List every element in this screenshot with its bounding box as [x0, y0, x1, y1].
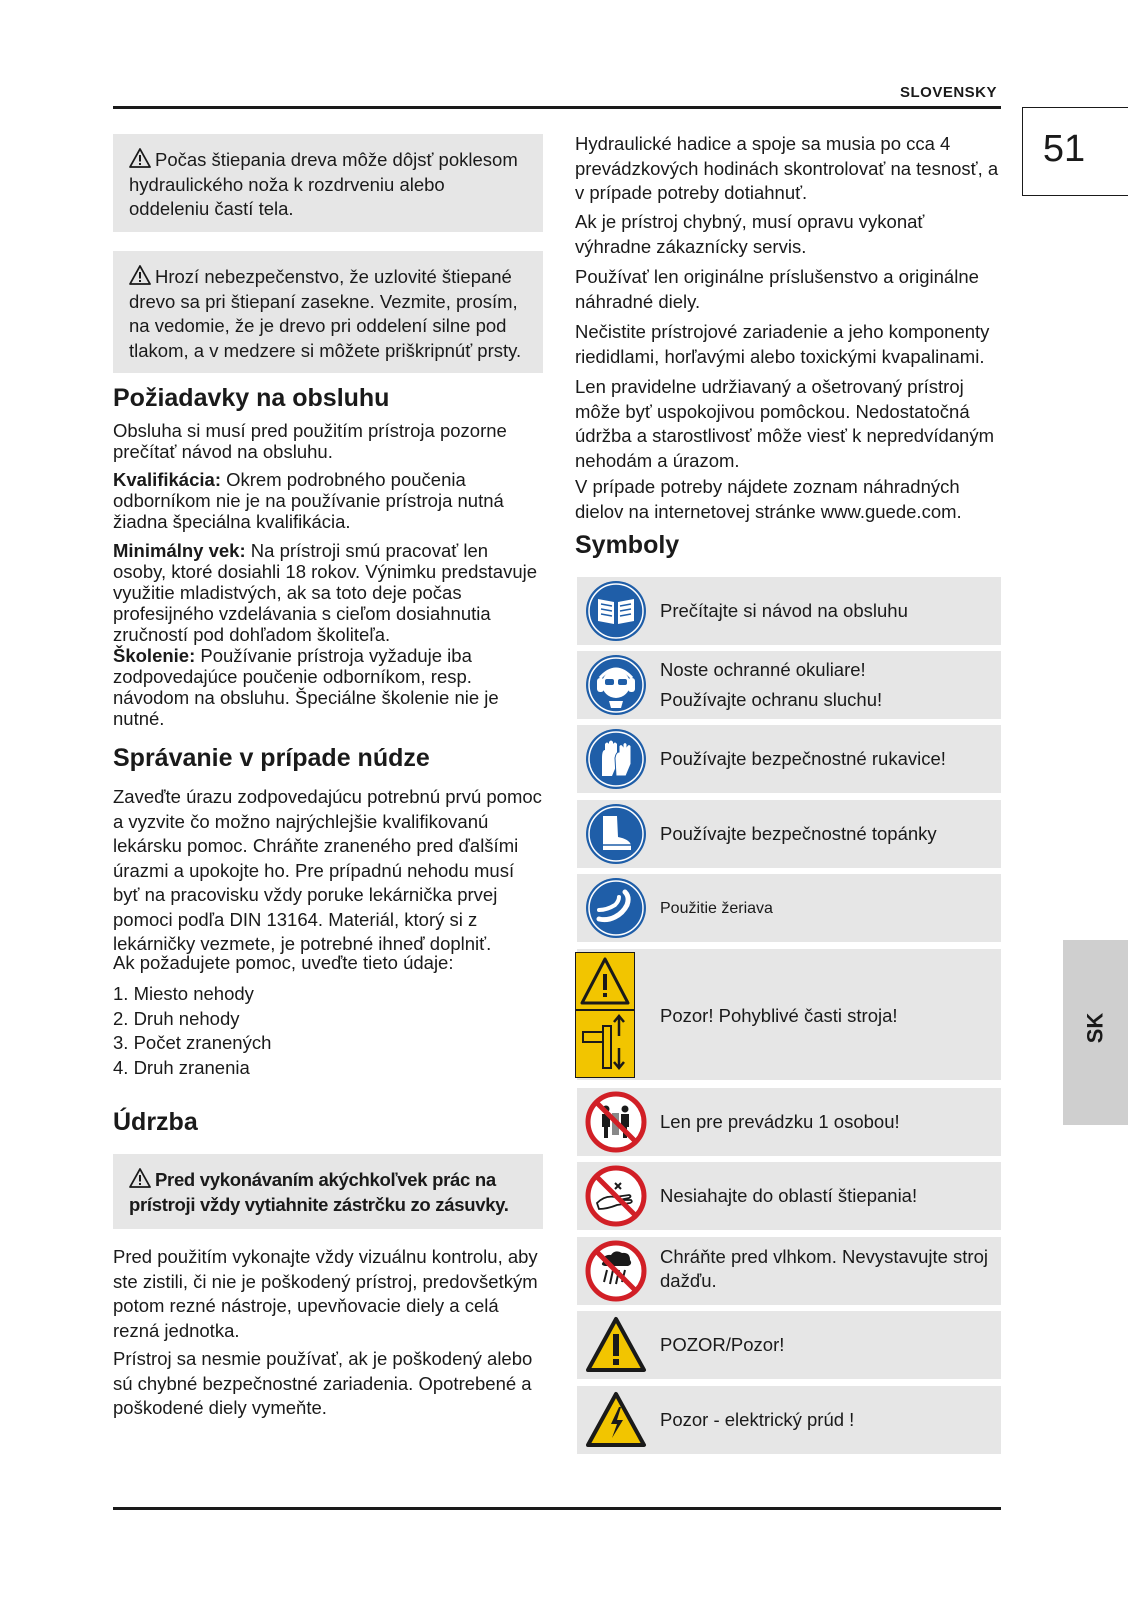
warning-box-unplug: [113, 1154, 543, 1229]
right-p1: Hydraulické hadice a spoje sa musia po cca 4 prevádzkových hodinách skontrolovať na tesnosť, a v prípade potreby dotiahnuť.: [575, 133, 999, 203]
training-label: Školenie:: [113, 645, 196, 666]
warning-triangle-icon: [129, 265, 151, 285]
symbol-label: Noste ochranné okuliare!: [660, 659, 866, 680]
crane-icon: [585, 877, 647, 944]
symbol-row: [577, 949, 1001, 1080]
right-p5: Len pravidelne udržiavaný a ošetrovaný prístroj môže byť uspokojivou pomôckou. Nedostatočná údržba a starostlivosť môže viesť k nepredvídaným nehodám a úrazom.: [575, 376, 995, 471]
symbol-row: [577, 1311, 1001, 1379]
electric-icon: [585, 1391, 647, 1454]
no-hands-icon: [585, 1165, 647, 1232]
gloves-icon: [585, 728, 647, 795]
symbol-row: [577, 1162, 1001, 1230]
symbol-label: Chráňte pred vlhkom. Nevystavujte stroj dažďu.: [660, 1246, 988, 1291]
operation-min-age: [113, 540, 545, 645]
operation-intro: Obsluha si musí pred použitím prístroja pozorne prečítať návod na obsluhu.: [113, 420, 507, 462]
symbol-label: Pozor! Pohyblivé časti stroja!: [660, 1005, 898, 1026]
min-age-label: Minimálny vek:: [113, 540, 246, 561]
no-rain-icon: [585, 1240, 647, 1307]
warning-box-jamming: [113, 251, 543, 373]
language-tab-label: SK: [1082, 1012, 1108, 1044]
emergency-ask: Ak požadujete pomoc, uveďte tieto údaje:: [113, 952, 454, 973]
symbol-row: [577, 1237, 1001, 1305]
qualification-text: Okrem podrobného poučenia odborníkom nie je na používanie prístroja nutná žiadna špeciálna kvalifikácia.: [113, 469, 504, 532]
symbol-label: POZOR/Pozor!: [660, 1334, 785, 1355]
right-p3: Používať len originálne príslušenstvo a originálne náhradné diely.: [575, 266, 979, 312]
list-item: 3. Počet zranených: [113, 1032, 272, 1053]
emergency-text: Zaveďte úrazu zodpovedajúcu potrebnú prvú pomoc a vyzvite čo možno najrýchlejšie kvalifikovanú lekársku pomoc. Chráňte zraneného pred ďalšími úrazmi a upokojte ho. Pre prípadnú nehodu musí byť na pracovisku vždy poruke lekárnička prvej pomoci podľa DIN 13164. Materiál, ktorý si z lekárničky vezmete, je potrebné ihneď doplniť.: [113, 786, 542, 954]
training-text: Používanie prístroja vyžaduje iba zodpovedajúce poučenie odborníkom, resp. návodom na obsluhu. Špeciálne školenie nie je nutné.: [113, 645, 499, 729]
symbol-row: [577, 651, 1001, 719]
symbol-label: Pozor - elektrický prúd !: [660, 1409, 855, 1430]
emergency-list: [113, 982, 545, 1080]
right-p6: V prípade potreby nájdete zoznam náhradných dielov na internetovej stránke www.guede.com.: [575, 476, 962, 522]
symbol-row: [577, 577, 1001, 645]
maintenance-p2: Prístroj sa nesmie používať, ak je poškodený alebo sú chybné bezpečnostné zariadenia. Opotrebené a poškodené diely vymeňte.: [113, 1348, 533, 1418]
symbol-label: Používajte bezpečnostné rukavice!: [660, 748, 946, 769]
single-operator-icon: [585, 1091, 647, 1158]
operation-qualification: [113, 469, 545, 532]
heading-operation-requirements: Požiadavky na obsluhu: [113, 384, 390, 412]
symbol-label-secondary: Používajte ochranu sluchu!: [660, 689, 883, 710]
footer-rule: [113, 1507, 1001, 1510]
page-number: 51: [1042, 128, 1086, 170]
header-language: SLOVENSKY: [900, 84, 998, 101]
qualification-label: Kvalifikácia:: [113, 469, 221, 490]
warning-triangle-icon: [129, 1168, 151, 1188]
list-item: 4. Druh zranenia: [113, 1056, 250, 1078]
warning-text-crushing: Počas štiepania dreva môže dôjsť poklesom hydraulického noža k rozdrveniu alebo oddeleniu častí tela.: [129, 149, 518, 219]
warning-text-jamming: Hrozí nebezpečenstvo, že uzlovité štiepané drevo sa pri štiepaní zasekne. Vezmite, prosím, na vedomie, že je drevo pri oddelení silne pod tlakom, a v medzere si môžete priškripnúť prsty.: [129, 266, 522, 361]
min-age-text: Na prístroji smú pracovať len osoby, ktoré dosiahli 18 rokov. Výnimku predstavuje využitie mladistvých, ak sa toto deje počas profesijného vzdelávania s cieľom dosiahnutia zručností pod dohľadom školiteľa.: [113, 540, 538, 645]
symbol-label: Nesiahajte do oblastí štiepania!: [660, 1185, 918, 1206]
symbol-label: Použitie žeriava: [660, 900, 773, 917]
symbol-row: [577, 800, 1001, 868]
operation-training: [113, 645, 545, 729]
maintenance-p1: Pred použitím vykonajte vždy vizuálnu kontrolu, aby ste zistili, či nie je poškodený prístroj, predovšetkým potom rezné nástroje, upevňovacie diely a celá rezná jednotka.: [113, 1246, 538, 1341]
symbol-row: [577, 725, 1001, 793]
heading-symbols: Symboly: [575, 531, 680, 559]
boots-icon: [585, 803, 647, 870]
warning-box-crushing: [113, 134, 543, 232]
right-p2: Ak je prístroj chybný, musí opravu vykonať výhradne zákaznícky servis.: [575, 211, 925, 257]
symbol-row: [577, 874, 1001, 942]
right-p4: Nečistite prístrojové zariadenie a jeho komponenty riedidlami, horľavými alebo toxickými kvapalinami.: [575, 321, 990, 367]
heading-maintenance: Údrzba: [113, 1108, 198, 1136]
list-item: 1. Miesto nehody: [113, 983, 254, 1004]
goggles-earmuffs-icon: [585, 654, 647, 721]
symbol-label: Prečítajte si návod na obsluhu: [660, 600, 908, 621]
warning-icon: [585, 1316, 647, 1379]
heading-emergency: Správanie v prípade núdze: [113, 744, 430, 772]
symbol-row: [577, 1386, 1001, 1454]
symbol-label: Len pre prevádzku 1 osobou!: [660, 1111, 900, 1132]
header-rule: [113, 106, 1001, 109]
symbol-row: [577, 1088, 1001, 1156]
warning-triangle-icon: [129, 148, 151, 168]
moving-parts-icon: [575, 952, 635, 1083]
warning-text-unplug: Pred vykonávaním akýchkoľvek prác na prístroji vždy vytiahnite zástrčku zo zásuvky.: [129, 1169, 509, 1215]
manual-icon: [585, 580, 647, 647]
list-item: 2. Druh nehody: [113, 1007, 240, 1029]
symbol-label: Používajte bezpečnostné topánky: [660, 823, 937, 844]
